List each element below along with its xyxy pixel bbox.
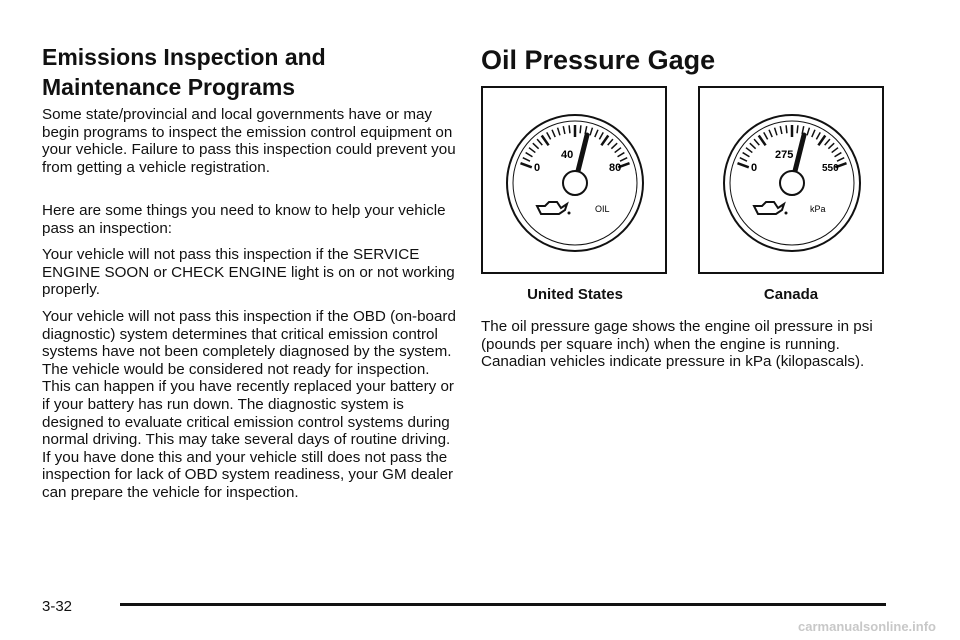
paragraph-service-engine: Your vehicle will not pass this inspection if the SERVICE ENGINE SOON or CHECK ENGINE light is on or not working properly. bbox=[42, 246, 455, 299]
watermark: carmanualsonline.info bbox=[798, 619, 936, 634]
gauge-label-min: 0 bbox=[751, 162, 758, 174]
page-number: 3-32 bbox=[42, 598, 73, 615]
gauge-unit-label: kPa bbox=[810, 204, 826, 214]
gauge-hub bbox=[780, 171, 804, 195]
section-heading-emissions: Emissions Inspection and Maintenance Programs bbox=[42, 44, 326, 100]
gauge-tick bbox=[797, 125, 798, 133]
section-heading-oil-pressure: Oil Pressure Gage bbox=[481, 45, 716, 75]
gauge-caption-canada: Canada bbox=[763, 286, 819, 303]
paragraph-oil-pressure: The oil pressure gage shows the engine oil pressure in psi (pounds per square inch) when the engine is running. Canadian vehicles indicate pressure in kPa (kilopascals). bbox=[481, 318, 873, 371]
gauge-label-mid: 275 bbox=[775, 149, 794, 161]
gauge-hub bbox=[563, 171, 587, 195]
gauge-label-max: 550 bbox=[822, 163, 839, 174]
gauge-figure-us bbox=[481, 86, 667, 274]
gauge-unit-label: OIL bbox=[595, 204, 610, 214]
footer-rule bbox=[120, 603, 886, 606]
gauge-label-mid: 40 bbox=[561, 149, 574, 161]
paragraph-obd: Your vehicle will not pass this inspection if the OBD (on-board diagnostic) system determines that critical emission control systems have not been completely diagnosed by the system. The vehicle would be considered not ready for inspection. This can happen if you have recently replaced your battery or if your battery has run down. The diagnostic system is designed to evaluate critical emission control systems during normal driving. This may take several days of routine driving. If you have done this and your vehicle still does not pass the inspection for lack of OBD system readiness, your GM dealer can prepare the vehicle for inspection. bbox=[42, 308, 456, 501]
gauge-label-min: 0 bbox=[534, 162, 541, 174]
paragraph-emissions-intro: Some state/provincial and local governments have or may begin programs to inspect the emission control equipment on your vehicle. Failure to pass this inspection could prevent you from getting a vehicle registration. bbox=[42, 106, 456, 176]
gauge-tick bbox=[569, 125, 570, 133]
gauge-tick bbox=[786, 125, 787, 133]
gauge-tick bbox=[580, 125, 581, 133]
gauge-figure-canada bbox=[698, 86, 884, 274]
oil-pressure-gauge-canada bbox=[700, 88, 884, 274]
gauge-caption-us: United States bbox=[527, 286, 623, 303]
paragraph-emissions-tips: Here are some things you need to know to help your vehicle pass an inspection: bbox=[42, 202, 446, 237]
oil-pressure-gauge-us bbox=[483, 88, 667, 274]
gauge-label-max: 80 bbox=[609, 162, 622, 174]
